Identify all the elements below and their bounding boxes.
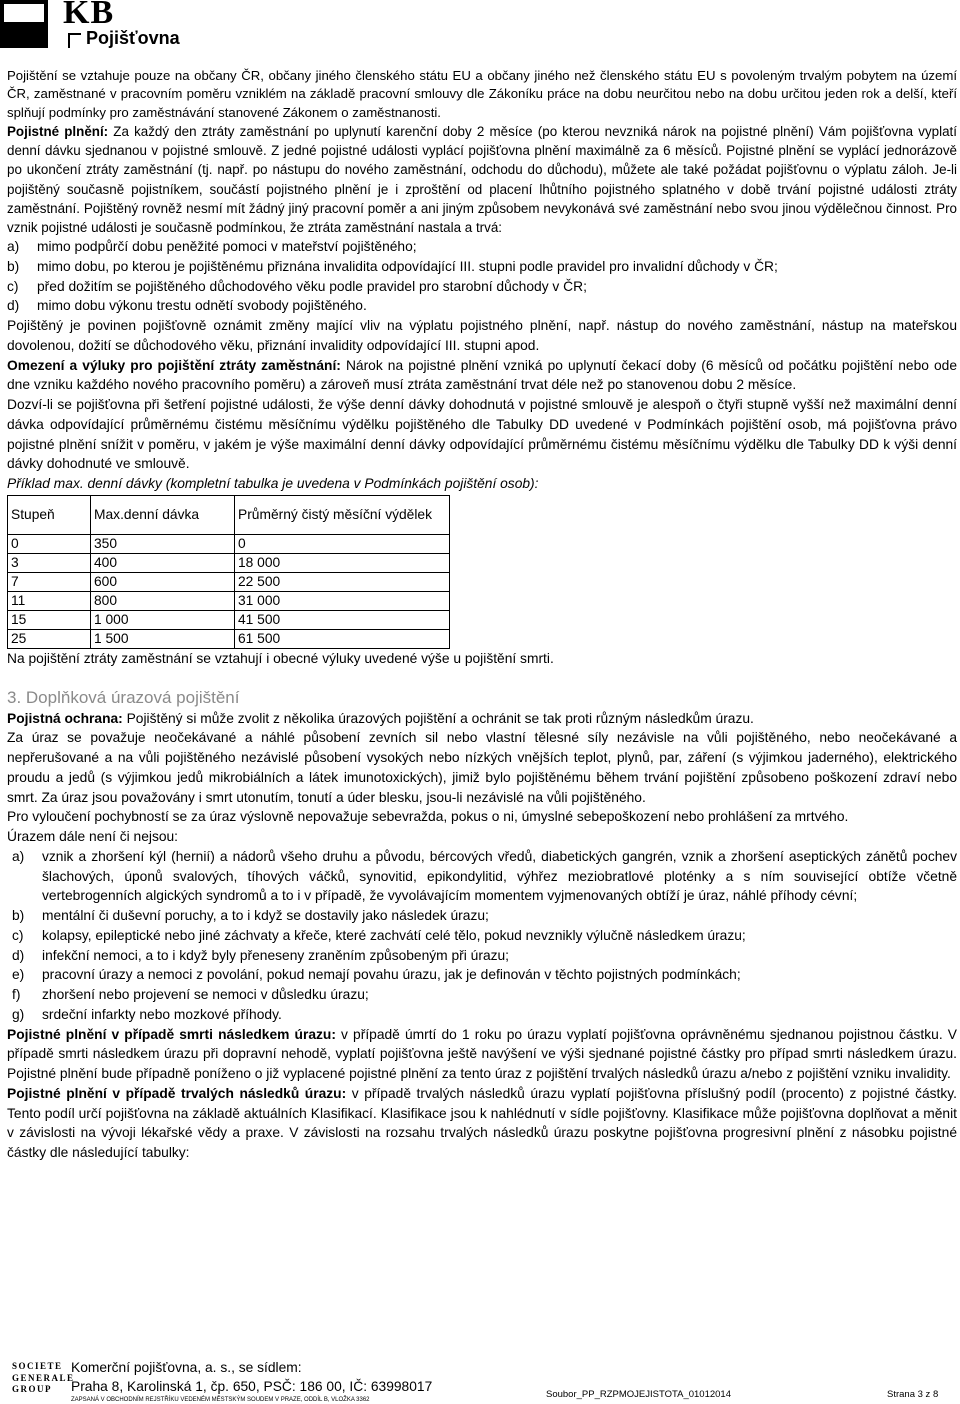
logo-corner-icon xyxy=(68,33,81,48)
list-item: c) před dožitím se pojištěného důchodového věku podle pravidel pro starobní důchody v ČR; xyxy=(7,278,587,294)
list-item: e) pracovní úrazy a nemoci z povolání, pokud nemají povahu úrazu, jak je definován v těchto pojistných podmínkách; xyxy=(12,967,741,983)
list-item: b) mimo dobu, po kterou je pojištěnému přiznána invalidita odpovídající III. stupni podle pravidel pro invalidní důchody v ČR; xyxy=(7,258,778,274)
avoid-doubt-paragraph: Pro vyloučení pochybností se za úraz výslovně nepovažuje sebevražda, pokus o ni, úmyslné sebepoškození nebo prohlášení za mrtvého. xyxy=(7,809,849,825)
company-address: Komerční pojišťovna, a. s., se sídlem: Praha 8, Karolinská 1, čp. 650, PSČ: 186 00, IČ: 63998017 xyxy=(71,1360,433,1394)
conditions-list xyxy=(7,237,957,316)
death-benefit-paragraph: Pojistné plnění v případě smrti následkem úrazu: v případě úmrtí do 1 roku po úrazu vyplatí pojišťovna oprávněnému sjednanou pojistnou částku. V případě smrti následkem úrazu při dopravní nehodě, vyplatí pojišťovna ještě navýšení ve výši sjednané pojistné částky pro případ smrti následkem úrazu. Pojistné plnění bude případně poníženo o již vyplacené pojistné plnění za tento úraz z pojištění trvalých následků úrazu a/nebo z pojištění vzniku invalidity. xyxy=(7,1026,957,1082)
file-name: Soubor_PP_RZPMOJEJISTOTA_01012014 xyxy=(546,1389,731,1400)
table-header-cell: Průměrný čistý měsíční výdělek xyxy=(235,495,450,534)
injury-definition: Za úraz se považuje neočekávané a náhlé působení zevních sil nebo vlastní tělesné síly nezávisle na vůli pojištěného, nebo neočekávané a nepřerušované a na vůli pojištěného nezávislé působení vysokých nebo nízkých vnějších teplot, plynů, par, záření (s výjimkou jaderného), elektrického proudu a jedů (s výjimkou jedů mikrobiálních a látek imunotoxických), jimiž bylo pojištěnému během trvání pojištění způsobeno poškození zdraví nebo smrt. Za úraz jsou považovány i smrt utonutím, tonutí a úder blesku, jsou-li nezávislé na vůli pojištěného. xyxy=(7,730,957,805)
benefit-paragraph xyxy=(7,122,957,237)
protection-paragraph: Pojistná ochrana: Pojištěný si může zvolit z několika úrazových pojištění a ochránit se tak proti různým následkům úrazu. xyxy=(7,710,754,726)
table-header-row xyxy=(8,495,450,534)
page-number: Strana 3 z 8 xyxy=(887,1389,939,1400)
document-body xyxy=(7,67,957,1163)
list-item: a) vznik a zhoršení kýl (hernií) a nádorů všeho druhu a původu, bércových vředů, diabetických gangrén, vznik a zhoršení aseptických zánětů pochev šlachových, úponů svalových, tíhových váčků, synovitid, epikondylitid, výhřez meziobratlové ploténky a s ním související obtíže včetně vertebrogenních algických syndromů a to i v případě, že vyvolávajícím momentem vyjmenovaných obtíží je úraz, náhlé příhody cévní; xyxy=(12,848,957,904)
list-item: d) mimo dobu výkonu trestu odnětí svobody pojištěného. xyxy=(7,298,367,314)
table-row: 3 400 18 000 xyxy=(8,553,450,572)
list-item: a) mimo podpůrčí dobu peněžité pomoci v mateřství pojištěného; xyxy=(7,239,417,255)
obligation-paragraph: Pojištěný je povinen pojišťovně oznámit změny mající vliv na výplatu pojistného plnění, např. nástup do nového zaměstnání, nástup na mateřskou dovolenou, dožití se důchodového věku, přiznání invalidity odpovídající III. stupni apod. xyxy=(7,318,957,353)
table-header-cell: Stupeň xyxy=(8,495,91,534)
table-row: 7 600 22 500 xyxy=(8,572,450,591)
daily-allowance-table xyxy=(7,495,450,649)
list-item: c) kolapsy, epileptické nebo jiné záchvaty a křeče, které zachvátí celé tělo, pokud nevznikly výlučně následkem úrazu; xyxy=(12,927,746,943)
table-row: 11 800 31 000 xyxy=(8,591,450,610)
example-caption: Příklad max. denní dávky (kompletní tabulka je uvedena v Podmínkách pojištění osob): xyxy=(7,476,539,492)
not-injury-list xyxy=(7,847,957,1025)
table-header-cell: Max.denní dávka xyxy=(91,495,235,534)
page-footer xyxy=(0,1357,960,1404)
list-item: d) infekční nemoci, a to i když byly přeneseny zraněním způsobeným při úrazu; xyxy=(12,947,510,963)
section-heading: 3. Doplňková úrazová pojištění xyxy=(7,687,240,707)
reduction-paragraph: Dozví-li se pojišťovna při šetření pojistné události, že výše denní dávky dohodnutá v pojistné smlouvě je alespoň o čtyři stupně vyšší než maximální denní dávka odpovídající průměrnému čistému měsíčnímu výdělku pojištěného dle Tabulky DD uvedené v Podmínkách pojištění osob, má pojišťovna právo pojistné plnění snížit v poměru, v jakém je výše maximální denní dávky odpovídající průměrnému čistému měsíčnímu výdělku dle Tabulky DD k výši denní dávky dohodnuté ve smlouvě. xyxy=(7,397,957,472)
registry-note: ZAPSANÁ V OBCHODNÍM REJSTŘÍKU VEDENÉM MĚSTSKÝM SOUDEM V PRAZE, ODDÍL B, VLOŽKA 3362 xyxy=(71,1397,370,1403)
logo-pojistovna-text: Pojišťovna xyxy=(86,28,180,48)
limitation-paragraph: Omezení a výluky pro pojištění ztráty zaměstnání: Nárok na pojistné plnění vzniká po uplynutí čekací doby (6 měsíců od počátku pojištění nebo ode dne vzniku každého nového pracovního poměru) a zároveň musí ztráta zaměstnání trvat déle než po stanovenou dobu 2 měsíce. xyxy=(7,357,958,393)
benefit-label: Pojistné plnění: xyxy=(7,123,109,139)
permanent-benefit-paragraph: Pojistné plnění v případě trvalých následků úrazu: v případě trvalých následků úrazu vyplatí pojišťovna příslušný podíl (procento) z pojistné částky. Tento podíl určí pojišťovna na základě aktuálních Klasifikací. Klasifikace jsou k nahlédnutí v sídle pojišťovny. Klasifikace může pojišťovna doplňovat a měnit v závislosti na vývoji lékařské vědy a praxe. V závislosti na rozsahu trvalých následků úrazu poskytne pojišťovna progresivní plnění z násobku pojistné částky dle následující tabulky: xyxy=(7,1085,957,1161)
kb-pojistovna-logo xyxy=(0,0,190,52)
limitation-label: Omezení a výluky pro pojištění ztráty zaměstnání: xyxy=(7,357,341,373)
table-row: 0 350 0 xyxy=(8,534,450,553)
benefit-text: Za každý den ztráty zaměstnání po uplynutí karenční doby 2 měsíce (po kterou nevzniká nárok na pojistné plnění) Vám pojišťovna vyplatí denní dávku sjednanou v pojistné smlouvě. Z jedné pojistné události vyplácí pojišťovna plnění maximálně za 6 měsíců. Pojistné plnění se vyplácí jednorázově po ukončení ztráty zaměstnání (tj. např. po nástupu do nového zaměstnání, odchodu do důchodu), můžete ale také požádat pojišťovnu o výplatu záloh. Je-li pojištěný současně pojistníkem, součástí pojistného plnění je i zproštění od placení lhůtního pojistného splatného v době trvání pojistné události ztráty zaměstnání. Pojištěný rovněž nesmí mít žádný jiný pracovní poměr a ani jiným způsobem nevykonává své zaměstnání nebo svou jinou výdělečnou činnost. Pro vznik pojistné události je současně podmínkou, že ztráta zaměstnání nastala a trvá: xyxy=(7,123,957,235)
logo-kb-text: KB xyxy=(63,0,115,31)
list-item: f) zhoršení nebo projevení se nemoci v důsledku úrazu; xyxy=(12,987,369,1003)
not-injury-intro: Úrazem dále není či nejsou: xyxy=(7,829,179,845)
intro-paragraph: Pojištění se vztahuje pouze na občany ČR, občany jiného členského státu EU a občany jiného než členského státu EU s povoleným trvalým pobytem na území ČR, zaměstnané v pracovním poměru vzniklém na základě pracovní smlouvy dle Zákoníku práce na dobu neurčitou nebo na dobu určitou jeden rok a delší, kteří splňují podmínky pro zaměstnávání stanovené Zákonem o zaměstnanosti. xyxy=(7,68,957,120)
table-row: 25 1 500 61 500 xyxy=(8,629,450,648)
list-item: b) mentální či duševní poruchy, a to i když se dostavily jako následek úrazu; xyxy=(12,908,489,924)
societe-generale-group-logo: SOCIETE GENERALE GROUP xyxy=(12,1361,75,1394)
table-row: 15 1 000 41 500 xyxy=(8,610,450,629)
general-exclusions: Na pojištění ztráty zaměstnání se vztahují i obecné výluky uvedené výše u pojištění smrti. xyxy=(7,650,554,666)
list-item: g) srdeční infarkty nebo mozkové příhody. xyxy=(12,1006,282,1022)
logo-mark-icon xyxy=(0,0,48,48)
